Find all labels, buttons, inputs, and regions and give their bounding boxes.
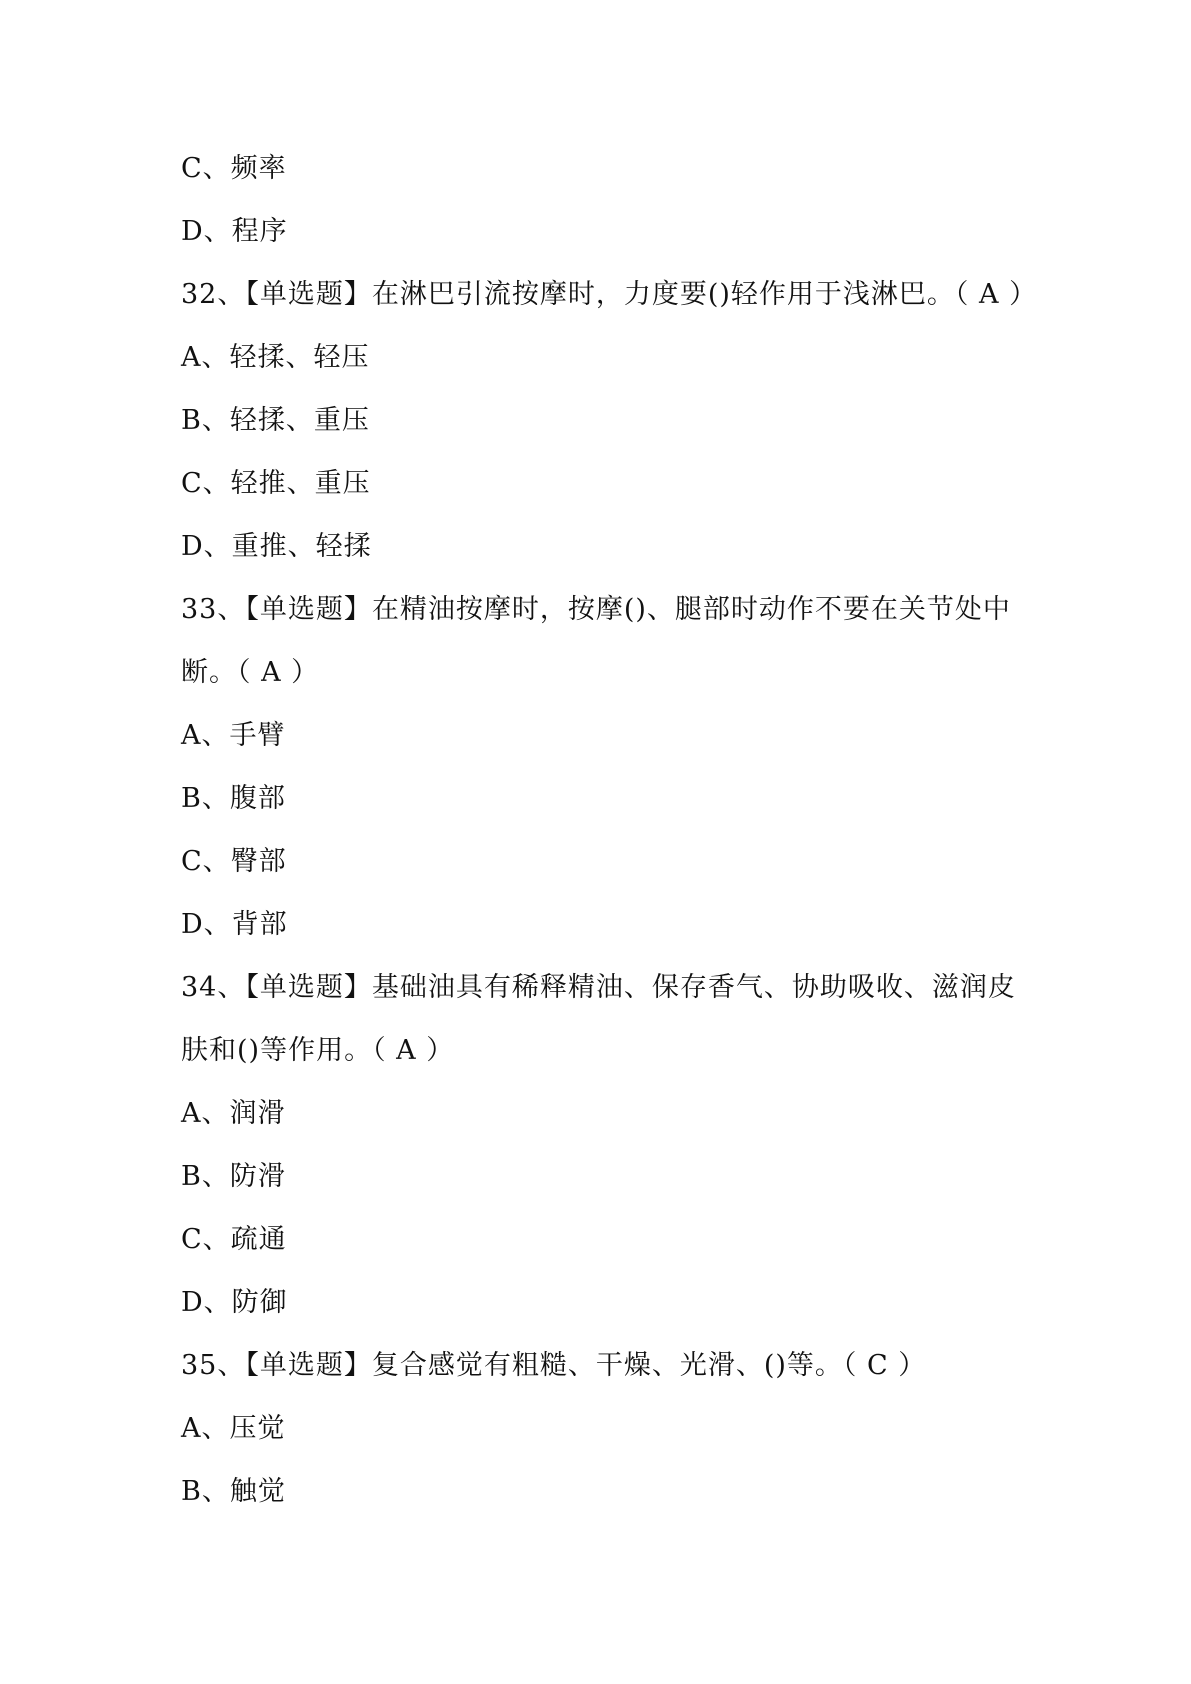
option-b-q34: B、防滑 (181, 1161, 286, 1192)
option-b-q35: B、触觉 (181, 1476, 286, 1507)
question-35: 35、【单选题】复合感觉有粗糙、干燥、光滑、()等。（ C ） (181, 1350, 927, 1381)
option-d-q32: D、重推、轻揉 (181, 531, 372, 562)
option-c-q32: C、轻推、重压 (181, 468, 371, 499)
option-d-q34: D、防御 (181, 1287, 288, 1318)
option-c-q31: C、频率 (181, 153, 287, 184)
question-34-continued: 肤和()等作用。（ A ） (181, 1035, 455, 1066)
option-d-q31: D、程序 (181, 216, 288, 247)
question-34: 34、【单选题】基础油具有稀释精油、保存香气、协助吸收、滋润皮 (181, 972, 1016, 1003)
option-d-q33: D、背部 (181, 909, 288, 940)
option-a-q32: A、轻揉、轻压 (181, 342, 370, 373)
question-32: 32、【单选题】在淋巴引流按摩时，力度要()轻作用于浅淋巴。（ A ） (181, 279, 1038, 310)
question-33-continued: 断。（ A ） (181, 657, 320, 688)
option-c-q34: C、疏通 (181, 1224, 287, 1255)
option-a-q34: A、润滑 (181, 1098, 286, 1129)
option-a-q33: A、手臂 (181, 720, 286, 751)
option-b-q33: B、腹部 (181, 783, 286, 814)
option-a-q35: A、压觉 (181, 1413, 286, 1444)
question-33: 33、【单选题】在精油按摩时，按摩()、腿部时动作不要在关节处中 (181, 594, 1011, 625)
option-b-q32: B、轻揉、重压 (181, 405, 370, 436)
option-c-q33: C、臀部 (181, 846, 287, 877)
